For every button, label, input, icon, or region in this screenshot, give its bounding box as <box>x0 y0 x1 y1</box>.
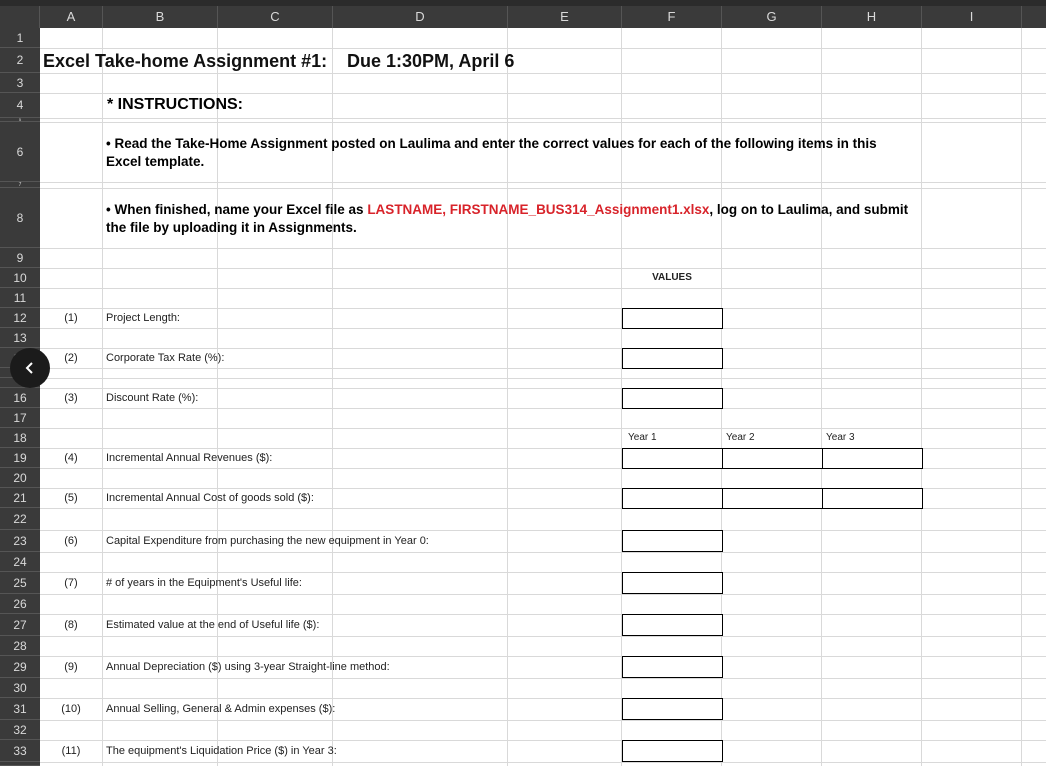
item-num-4: (4) <box>64 452 78 464</box>
col-header-g[interactable]: G <box>722 6 822 28</box>
item-label-capex: Capital Expenditure from purchasing the new equipment in Year 0: <box>106 535 429 547</box>
input-capex[interactable] <box>622 530 723 552</box>
row-header-16[interactable]: 16 <box>0 388 40 408</box>
item-label-useful-life: # of years in the Equipment's Useful life: <box>106 577 302 589</box>
input-revenues-year-2[interactable] <box>722 448 823 469</box>
item-num-7: (7) <box>64 577 78 589</box>
assignment-title[interactable]: Excel Take-home Assignment #1: <box>43 51 328 71</box>
item-num-8: (8) <box>64 619 78 631</box>
row-header-23[interactable]: 23 <box>0 530 40 552</box>
input-cogs-year-3[interactable] <box>822 488 923 509</box>
row-header-29[interactable]: 29 <box>0 656 40 678</box>
instruction-1[interactable]: • Read the Take-Home Assignment posted on Laulima and enter the correct values for each of the following items in this Excel template. <box>106 136 877 169</box>
row-header-1[interactable]: 1 <box>0 28 40 48</box>
row-header-4[interactable]: 4 <box>0 93 40 118</box>
col-header-h[interactable]: H <box>822 6 922 28</box>
item-label-depreciation: Annual Depreciation ($) using 3-year Straight-line method: <box>106 661 390 673</box>
item-num-2: (2) <box>64 352 78 364</box>
col-header-i[interactable]: I <box>922 6 1022 28</box>
col-header-d[interactable]: D <box>333 6 508 28</box>
input-depreciation[interactable] <box>622 656 723 678</box>
year-1-header: Year 1 <box>628 432 657 443</box>
input-revenues-year-1[interactable] <box>622 448 723 469</box>
item-label-sga: Annual Selling, General & Admin expenses ($): <box>106 703 336 715</box>
input-project-length[interactable] <box>622 308 723 329</box>
select-all-corner[interactable] <box>0 6 40 28</box>
input-useful-life[interactable] <box>622 572 723 594</box>
row-header-9[interactable]: 9 <box>0 248 40 268</box>
row-header-17[interactable]: 17 <box>0 408 40 428</box>
row-header-31[interactable]: 31 <box>0 698 40 720</box>
col-header-j[interactable] <box>1022 6 1046 28</box>
filename-highlight: LASTNAME, FIRSTNAME_BUS314_Assignment1.xlsx <box>367 202 710 217</box>
row-header-2[interactable]: 2 <box>0 48 40 73</box>
col-header-f[interactable]: F <box>622 6 722 28</box>
item-label-salvage-value: Estimated value at the end of Useful life ($): <box>106 619 320 631</box>
row-header-34[interactable] <box>0 762 40 766</box>
instruction-2-text: • When finished, name your Excel file as <box>106 202 368 217</box>
instruction-2-text-end: , log on to Laulima, and submit the file by uploading it in Assignments. <box>106 202 909 235</box>
item-num-6: (6) <box>64 535 78 547</box>
row-header-27[interactable]: 27 <box>0 614 40 636</box>
input-salvage-value[interactable] <box>622 614 723 636</box>
row-header-26[interactable]: 26 <box>0 594 40 614</box>
input-liquidation-price[interactable] <box>622 740 723 762</box>
item-label-liquidation-price: The equipment's Liquidation Price ($) in Year 3: <box>106 745 337 757</box>
item-label-revenues: Incremental Annual Revenues ($): <box>106 452 273 464</box>
due-date[interactable]: Due 1:30PM, April 6 <box>347 51 515 71</box>
year-2-header: Year 2 <box>726 432 755 443</box>
row-header-33[interactable]: 33 <box>0 740 40 762</box>
chevron-left-icon <box>23 361 37 375</box>
input-cogs-year-2[interactable] <box>722 488 823 509</box>
row-header-19[interactable]: 19 <box>0 448 40 468</box>
item-num-1: (1) <box>64 312 78 324</box>
item-num-11: (11) <box>61 745 81 757</box>
input-sga[interactable] <box>622 698 723 720</box>
col-header-a[interactable]: A <box>40 6 103 28</box>
item-label-discount-rate: Discount Rate (%): <box>106 392 199 404</box>
item-label-project-length: Project Length: <box>106 312 180 324</box>
item-num-9: (9) <box>64 661 78 673</box>
row-header-13[interactable]: 13 <box>0 328 40 348</box>
item-label-tax-rate: Corporate Tax Rate (%): <box>106 352 225 364</box>
instruction-2[interactable] <box>106 201 918 237</box>
input-revenues-year-3[interactable] <box>822 448 923 469</box>
row-header-30[interactable]: 30 <box>0 678 40 698</box>
col-header-e[interactable]: E <box>508 6 622 28</box>
row-header-5[interactable]: 5 <box>0 118 40 122</box>
row-header-20[interactable]: 20 <box>0 468 40 488</box>
row-header-18[interactable]: 18 <box>0 428 40 448</box>
row-header-7[interactable]: 7 <box>0 182 40 188</box>
row-header-10[interactable]: 10 <box>0 268 40 288</box>
row-header-3[interactable]: 3 <box>0 73 40 93</box>
row-header-32[interactable]: 32 <box>0 720 40 740</box>
year-3-header: Year 3 <box>826 432 855 443</box>
row-header-6[interactable]: 6 <box>0 122 40 182</box>
col-header-c[interactable]: C <box>218 6 333 28</box>
item-num-10: (10) <box>61 703 81 715</box>
instructions-header[interactable]: * INSTRUCTIONS: <box>107 96 243 113</box>
row-header-12[interactable]: 12 <box>0 308 40 328</box>
input-discount-rate[interactable] <box>622 388 723 409</box>
item-label-cogs: Incremental Annual Cost of goods sold ($): <box>106 492 314 504</box>
values-header: VALUES <box>652 272 692 283</box>
row-header-21[interactable]: 21 <box>0 488 40 508</box>
row-header-8[interactable]: 8 <box>0 188 40 248</box>
item-num-5: (5) <box>64 492 78 504</box>
row-header-25[interactable]: 25 <box>0 572 40 594</box>
input-cogs-year-1[interactable] <box>622 488 723 509</box>
row-header-24[interactable]: 24 <box>0 552 40 572</box>
input-tax-rate[interactable] <box>622 348 723 369</box>
row-header-28[interactable]: 28 <box>0 636 40 656</box>
item-num-3: (3) <box>64 392 78 404</box>
back-button[interactable] <box>10 348 50 388</box>
row-header-11[interactable]: 11 <box>0 288 40 308</box>
col-header-b[interactable]: B <box>103 6 218 28</box>
row-header-22[interactable]: 22 <box>0 508 40 530</box>
